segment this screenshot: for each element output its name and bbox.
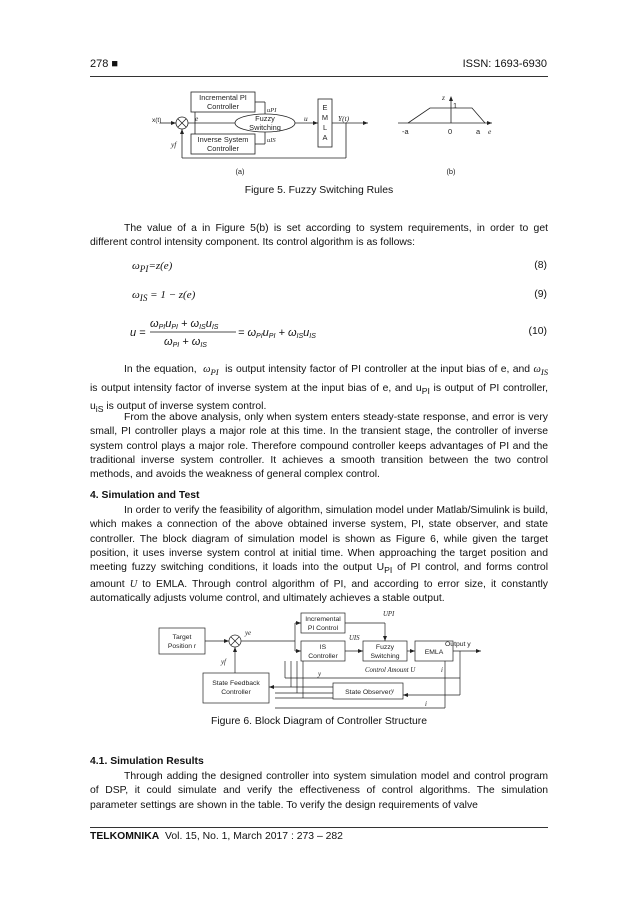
header-rule [90, 76, 548, 77]
omega-is-symbol: $\omega_{IS}$ [533, 364, 549, 378]
yf-label: yf [171, 140, 177, 149]
footer [90, 831, 343, 842]
target-line1: Target [172, 634, 192, 641]
section-4-1-title: 4.1. Simulation Results [90, 756, 204, 767]
sf-line2: Controller [221, 689, 251, 696]
is-line2: Controller [308, 653, 338, 660]
state-feedback-box [203, 673, 269, 703]
figure-5-caption: Figure 5. Fuzzy Switching Rules [244, 185, 394, 196]
figure-6-caption: Figure 6. Block Diagram of Controller Structure [211, 716, 427, 727]
fuzzy6-line1: Fuzzy [375, 644, 395, 651]
is-box-line2: Controller [206, 144, 240, 153]
observer-label: State Observer [345, 689, 391, 696]
output-y-label: Output y [445, 641, 471, 648]
is-line1: IS [319, 644, 327, 651]
emla-e: E [322, 103, 328, 112]
one-label: 1 [453, 101, 458, 110]
equation-9: $\omega_{IS} = 1 - z(e)$ [132, 289, 196, 304]
pi-box-line2: Controller [206, 102, 240, 111]
issn: ISSN: 1693-6930 [462, 58, 547, 70]
svg-text:ωPIuPI + ωISuIS: ωPIuPI + ωISuIS [150, 318, 219, 331]
paragraph-1: The value of a in Figure 5(b) is set according to system requirements, in order to get different control intensity component. Its control algorithm is as follows: [90, 223, 548, 249]
upi6-label: UPI [383, 611, 395, 618]
page-number: 278 ■ [90, 58, 119, 70]
pi-line1: Incremental [305, 616, 341, 623]
i6-label: i [441, 667, 443, 674]
b-e-label: e [488, 127, 492, 136]
section-4-1-paragraph: Through adding the designed controller into system simulation model and control program of DSP, it could simulate and verify the effectiveness of control algorithms. The simulation parameter settings are shown in the table. To verify the design requirements of valve [90, 771, 548, 811]
square-bullet-icon: ■ [111, 58, 119, 70]
is-box-line1: Inverse System [197, 135, 249, 144]
sf-line1: State Feedback [212, 680, 260, 687]
emla-a: A [322, 133, 328, 142]
equation-8-number: (8) [534, 260, 547, 271]
footer-journal: TELKOMNIKA [90, 831, 160, 842]
figure-5-diagram [140, 86, 510, 182]
subfig-b-label: (b) [446, 167, 456, 176]
emla-label: EMLA [424, 649, 444, 656]
subfig-a-label: (a) [235, 167, 245, 176]
figure-6-diagram [155, 610, 485, 712]
paragraph-3: From the above analysis, only when system enters steady-state response, and error is very small, PI controller plays a major role at this time. In the transient stage, the controller of inverse system control plays a major role. Therefore compound controller keeps advantages of PI and the traditional inverse system controller. It achieves a smooth transition between the two control methods, and avoids the weakness of general complex control. [90, 412, 548, 481]
u-label: u [304, 114, 308, 123]
pos-a-label: a [476, 127, 481, 136]
emla-l: L [322, 123, 328, 132]
neg-a-label: -a [402, 127, 409, 136]
equation-10 [128, 314, 358, 352]
control-amount-label: Control Amount U [365, 667, 416, 674]
footer-info: Vol. 15, No. 1, March 2017 : 273 – 282 [165, 831, 343, 842]
section-4-title: 4. Simulation and Test [90, 490, 200, 501]
upi-label: uPI [267, 107, 277, 114]
fuzzy6-line2: Switching [370, 653, 400, 660]
equation-10-number: (10) [528, 326, 547, 337]
uis-label: uIS [267, 137, 276, 144]
pi-box-line1: Incremental PI [199, 93, 247, 102]
omega-pi-symbol: $\omega_{PI}$ [200, 364, 219, 378]
e-label: e [195, 114, 199, 123]
z-label: z [442, 93, 445, 102]
fuzzy-line2: Switching [249, 123, 281, 132]
y-label: Y(t) [338, 114, 350, 123]
svg-text:u =: u = [130, 327, 146, 339]
y6-observer-label: y [391, 688, 395, 695]
svg-text:ωPI + ωIS: ωPI + ωIS [164, 336, 207, 349]
zero-label: 0 [448, 127, 453, 136]
uis6-label: UIS [349, 635, 360, 642]
ye-label: ye [245, 630, 252, 637]
emla-m: M [321, 113, 329, 122]
pi-line2: PI Control [307, 625, 339, 632]
footer-rule [90, 827, 548, 828]
section-4-paragraph: In order to verify the feasibility of algorithm, simulation model under Matlab/Simulink is build, which makes a connection of the above obtained inverse system, PI, state observer, and state controller. The block diagram of simulation model is shown as Figure 6, while given the target position, it uses inverse system control at initial time. When approaching the target position and meeting fuzzy switching conditions, it loads into the output $U_{PI}$ of PI control, and forms control amount U to EMLA. Through control algorithm of PI, and according to error size, it constantly automatically adjusts volume control, and ultimately achieves a stable output. [90, 505, 549, 604]
paragraph-2: In the equation, $\omega_{PI}$ is output intensity factor of PI controller at the input bias of e, and $\omega_{IS}$ is output intensity factor of inverse system at the input bias of e, and $u_{PI}$ is output of PI controller, $u_{iS}$ is output of inverse system control. [90, 364, 549, 415]
target-line2: Position r [167, 643, 197, 650]
y6-label: y [318, 671, 322, 678]
fuzzy-line1: Fuzzy [255, 114, 275, 123]
i6-bottom-label: i [425, 701, 427, 708]
target-position-box [159, 628, 205, 654]
x-label: x(t) [152, 117, 162, 124]
equation-8: $\omega_{PI}=z(e)$ [132, 260, 173, 275]
yf6-label: yf [221, 659, 226, 666]
equation-9-number: (9) [534, 289, 547, 300]
svg-text:= ωPIuPI + ωISuIS: = ωPIuPI + ωISuIS [238, 327, 316, 340]
